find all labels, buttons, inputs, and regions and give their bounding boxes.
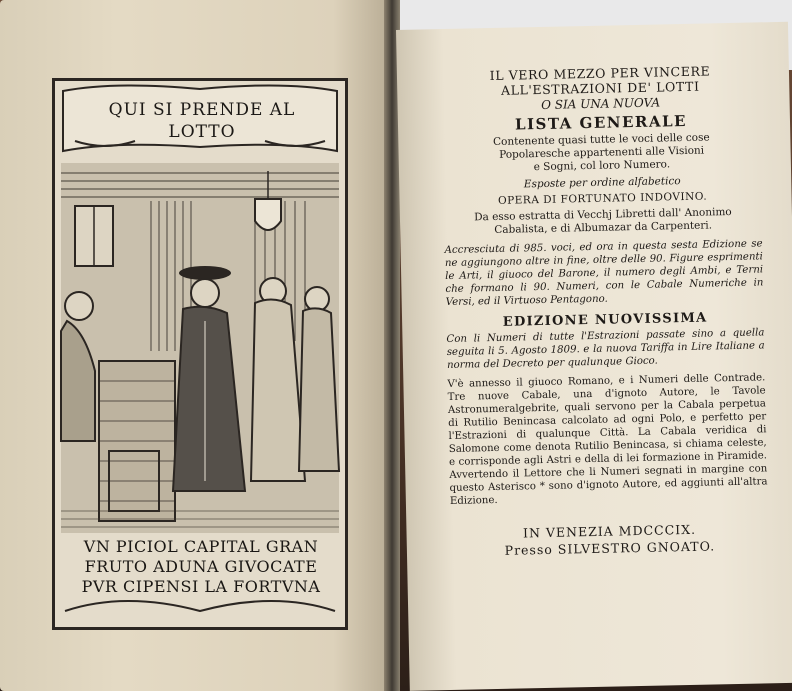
title-line: ALL'ESTRAZIONI DE' LOTTI [500, 78, 700, 98]
main-title: LISTA GENERALE [514, 111, 688, 134]
source-line: Cabalista, e di Albumazar da Carpenteri. [494, 219, 713, 236]
right-page [396, 22, 792, 691]
left-page [0, 0, 392, 691]
title-line: IL VERO MEZZO PER VINCERE [489, 63, 711, 84]
edition-paragraph: Con li Numeri di tutte l'Estrazioni passate sino a quella seguita li 5. Agosto 1809. e la nuova Tariffa in Lire Italiane a norma del Decreto per qualunque Gioco. [446, 327, 765, 372]
annex-paragraph: V'è annesso il giuoco Romano, e i Numeri delle Contrade. Tre nuove Cabale, una d'ignoto Autore, le Tavole Astronumeralgebrite, quali servono per la Cabala perpetua di Rutilio Benincasa calcolato ad ogni Polo, e perfetto per l'Estrazioni di qualunque Città. La Cabala veridica di Salomone come denota Rutilio Benincasa, si chiama celeste, e corrisponde agli Astri e della di lei formazione in Piramide. Avvertendo il Lettore che li Numeri segnati in margine con questo Asterisco * sono d'ignoto Autore, ed aggiunti all'altra Edizione. [447, 372, 768, 507]
woodcut-banner [79, 99, 325, 143]
motto-line: PVR CIPENSI LA FORTVNA [81, 577, 321, 596]
description-line: Popolaresche appartenenti alle Visioni [499, 144, 705, 161]
description-line: Contenente quasi tutte le voci delle cose [492, 131, 710, 148]
woodcut-motto [59, 537, 343, 597]
source-line: Da esso estratta di Vecchj Libretti dall' Anonimo [474, 206, 732, 224]
edition-heading: EDIZIONE NUOVISSIMA [502, 310, 708, 330]
woodcut-illustration [52, 78, 348, 630]
description-line: e Sogni, col loro Numero. [533, 158, 671, 174]
banner-line: LOTTO [168, 122, 236, 142]
motto-line: VN PICIOL CAPITAL GRAN [83, 537, 319, 556]
place-date: IN VENEZIA MDCCCIX. [522, 521, 697, 541]
title-page-text [441, 62, 769, 560]
banner-line: QUI SI PRENDE AL [108, 100, 296, 120]
printer: Presso SILVESTRO GNOATO. [504, 538, 716, 558]
motto-line: FRUTO ADUNA GIVOCATE [84, 557, 318, 576]
order-note: Esposte per ordine alfabetico [523, 175, 681, 191]
author-line: OPERA DI FORTUNATO INDOVINO. [497, 190, 708, 207]
subtitle: O SIA UNA NUOVA [540, 95, 661, 112]
augmented-paragraph: Accresciuta di 985. voci, ed ora in questa sesta Edizione se ne aggiungono altre in fine, oltre delle 90. Figure esprimenti le Arti, il giuoco del Barone, il numero degli Ambi, e Terni che formano li 90. Numeri, con le Cabale Numeriche in Versi, ed il Virtuoso Pentagono. [444, 238, 764, 309]
